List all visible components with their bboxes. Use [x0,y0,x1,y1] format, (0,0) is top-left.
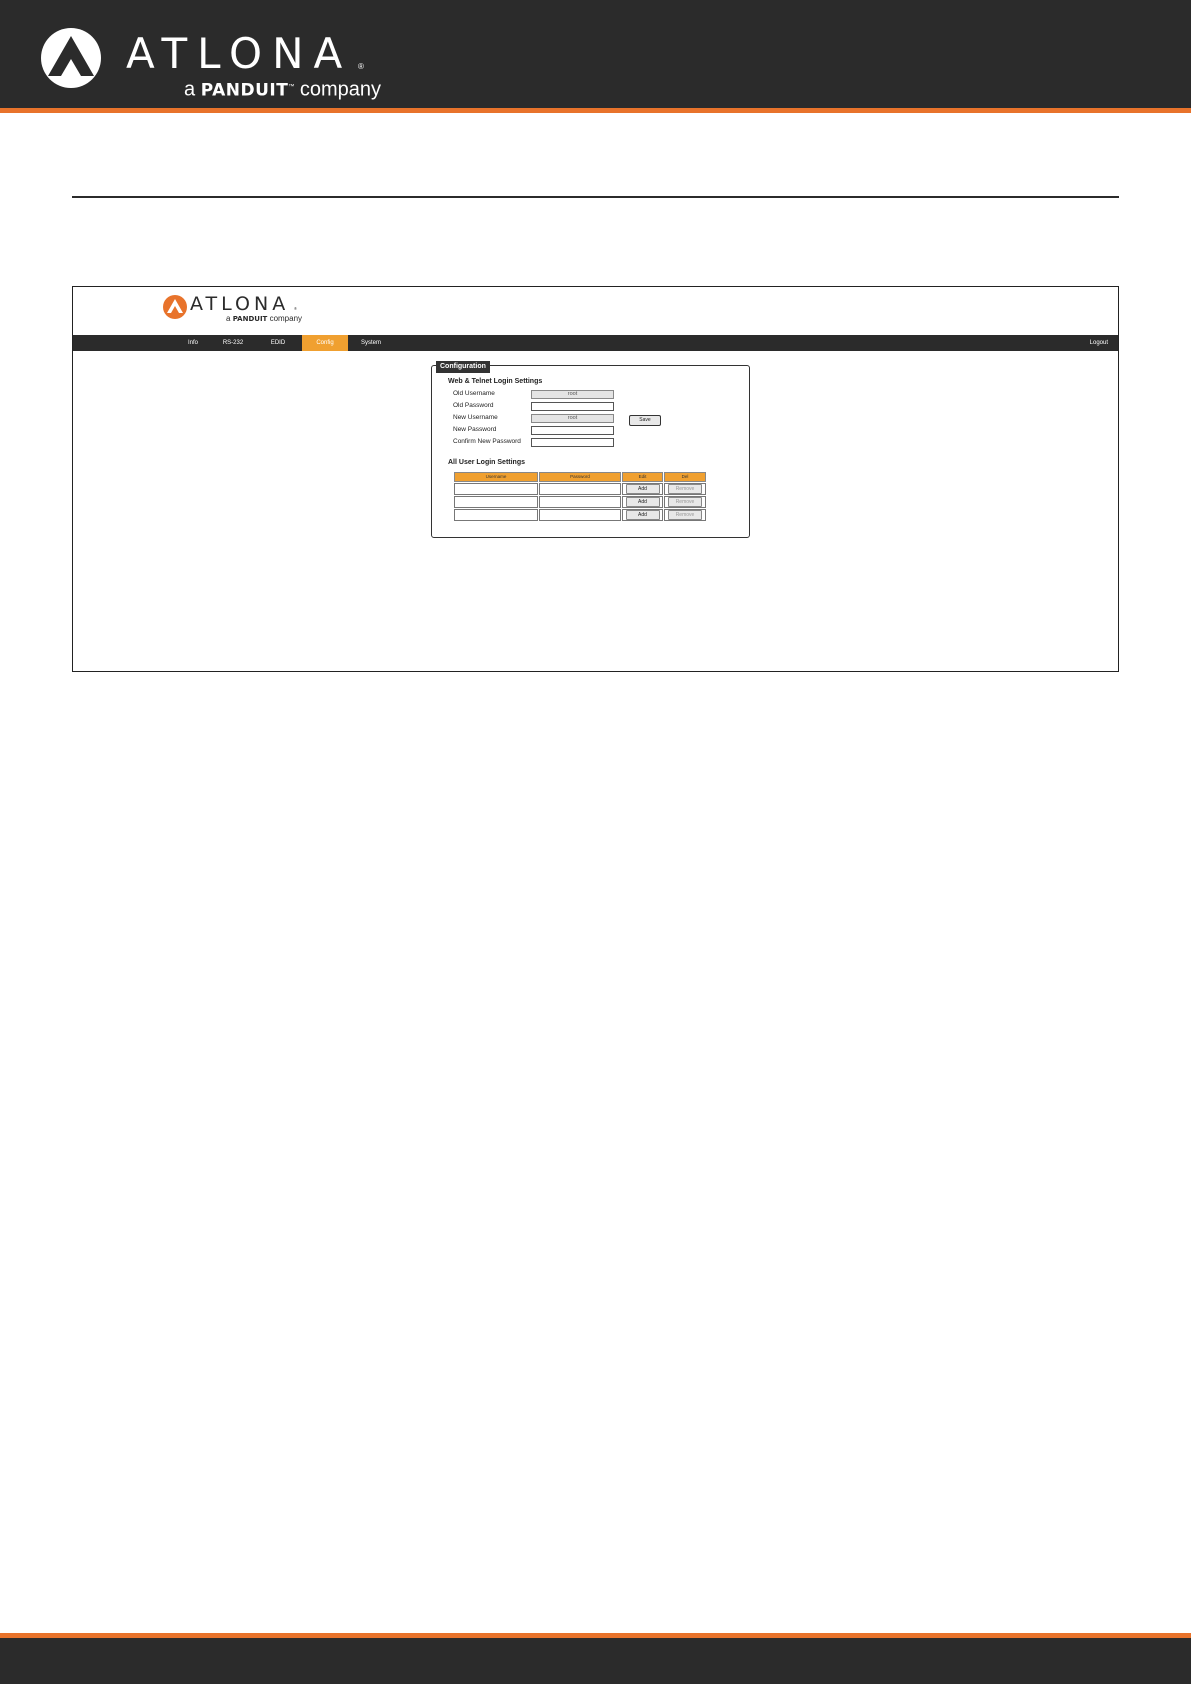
password-cell[interactable] [539,483,621,495]
header-edit: Edit [622,472,663,482]
registered-mark: ® [358,62,364,71]
configuration-panel [431,365,750,538]
table-row [454,483,706,495]
new-password-label: New Password [453,426,497,433]
old-username-label: Old Username [453,390,495,397]
tab-info[interactable]: Info [187,340,198,346]
app-brand-tagline [226,314,302,323]
new-username-label: New Username [453,414,498,421]
save-button[interactable]: Save [629,415,661,426]
app-brand-wordmark: ATLONA [190,293,290,315]
header-username: Username [454,472,538,482]
password-cell[interactable] [539,496,621,508]
old-username-field[interactable]: root [531,390,614,399]
top-navbar [73,335,1118,351]
document-footer [0,1633,1191,1684]
registered-mark: ® [294,306,297,311]
app-logo [162,292,302,326]
confirm-password-field[interactable] [531,438,614,447]
remove-button[interactable]: Remove [668,497,702,507]
remove-button[interactable]: Remove [668,510,702,520]
username-cell[interactable] [454,509,538,521]
tagline-brand: PANDUIT [200,80,289,101]
tab-edid[interactable]: EDID [270,340,286,346]
login-settings-title: Web & Telnet Login Settings [448,378,543,385]
old-password-field[interactable] [531,402,614,411]
user-settings-title: All User Login Settings [448,459,526,466]
new-password-field[interactable] [531,426,614,435]
tab-config[interactable]: Config [302,335,348,351]
atlona-mark-icon [162,294,188,320]
section-divider [72,196,1119,198]
atlona-logo [28,26,382,101]
header-del: Del [664,472,706,482]
table-row [454,496,706,508]
logout-link[interactable]: Logout [1089,340,1108,346]
username-cell[interactable] [454,483,538,495]
web-ui-screenshot [72,286,1119,672]
panel-legend: Configuration [436,361,490,373]
tagline-prefix: a [184,78,196,101]
users-table [453,471,707,522]
table-row [454,509,706,521]
atlona-mark-icon [28,26,118,98]
password-cell[interactable] [539,509,621,521]
tab-rs232[interactable]: RS-232 [222,340,244,346]
old-password-label: Old Password [453,402,494,409]
username-cell[interactable] [454,496,538,508]
new-username-field[interactable]: root [531,414,614,423]
add-button[interactable]: Add [626,484,660,494]
add-button[interactable]: Add [626,497,660,507]
brand-tagline: a PANDUIT™ company [184,78,382,101]
remove-button[interactable]: Remove [668,484,702,494]
tagline-suffix: company [299,78,382,101]
header-password: Password [539,472,621,482]
tagline-prefix: a [226,314,231,323]
confirm-password-label: Confirm New Password [453,438,521,445]
document-header [0,0,1191,113]
tagline-brand: PANDUIT [232,315,268,323]
table-header-row [454,472,706,482]
tagline-suffix: company [269,314,303,323]
brand-wordmark: ATLONA [126,29,353,78]
add-button[interactable]: Add [626,510,660,520]
tab-system[interactable]: System [360,340,381,346]
